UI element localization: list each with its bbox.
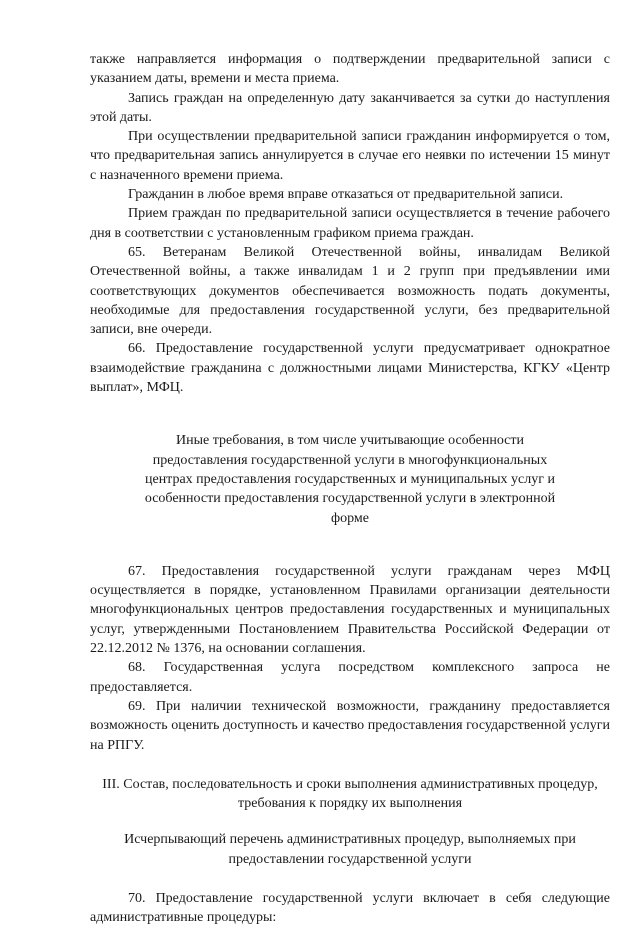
paragraph-reception-schedule: Прием граждан по предварительной записи осуществляется в течение рабочего дня в соответствии с установленным графиком приема граждан. <box>90 206 610 241</box>
section-heading-procedures-list: Исчерпывающий перечень административных процедур, выполняемых при предоставлении государственной услуги <box>124 832 576 867</box>
paragraph-70: 70. Предоставление государственной услуги включает в себя следующие административные процедуры: <box>90 890 610 926</box>
paragraph-68: 68. Государственная услуга посредством комплексного запроса не предоставляется. <box>90 660 610 695</box>
paragraph-67: 67. Предоставления государственной услуги гражданам через МФЦ осуществляется в порядке, установленном Правилами организации деятельности многофункциональных центров предоставления государственных и муниципальных услуг, утвержденными Постановлением Правительства Российской Федерации от 22.12.2012 № 1376, на основании соглашения. <box>90 563 610 657</box>
paragraph-record-cancellation: При осуществлении предварительной записи гражданин информируется о том, что предварительная запись аннулируется в случае его неявки по истечении 15 минут с назначенного времени приема. <box>90 129 610 183</box>
section-heading-part-3: III. Состав, последовательность и сроки выполнения административных процедур, требования к порядку их выполнения <box>102 776 598 812</box>
spacer <box>90 813 610 830</box>
section-heading-other-requirements: Иные требования, в том числе учитывающие особенности предоставления государственной услуги в многофункциональных центрах предоставления государственных и муниципальных услуг и особенности предоставления государственной услуги в электронной форме <box>144 433 556 526</box>
paragraph-66: 66. Предоставление государственной услуги предусматривает однократное взаимодействие гражданина с должностными лицами Министерства, КГКУ «Центр выплат», МФЦ. <box>90 341 610 396</box>
paragraph-record-deadline: Запись граждан на определенную дату заканчивается за сутки до наступления этой даты. <box>90 90 610 125</box>
paragraph-refusal: Гражданин в любое время вправе отказаться от предварительной записи. <box>128 187 564 203</box>
paragraph-69: 69. При наличии технической возможности, гражданину предоставляется возможность оценить доступность и качество предоставления государственной услуги на РПГУ. <box>90 698 610 753</box>
spacer <box>90 528 610 562</box>
document-body <box>90 50 610 928</box>
paragraph-continuation: также направляется информация о подтверждении предварительной записи с указанием даты, времени и места приема. <box>90 52 610 87</box>
spacer <box>90 869 610 889</box>
paragraph-65: 65. Ветеранам Великой Отечественной войны, инвалидам Великой Отечественной войны, а также инвалидам 1 и 2 групп при предъявлении ими соответствующих документов обеспечивается возможность подать документы, необходимые для предоставления государственной услуги, без предварительной записи, вне очереди. <box>90 244 610 338</box>
spacer <box>90 397 610 431</box>
spacer <box>90 755 610 775</box>
